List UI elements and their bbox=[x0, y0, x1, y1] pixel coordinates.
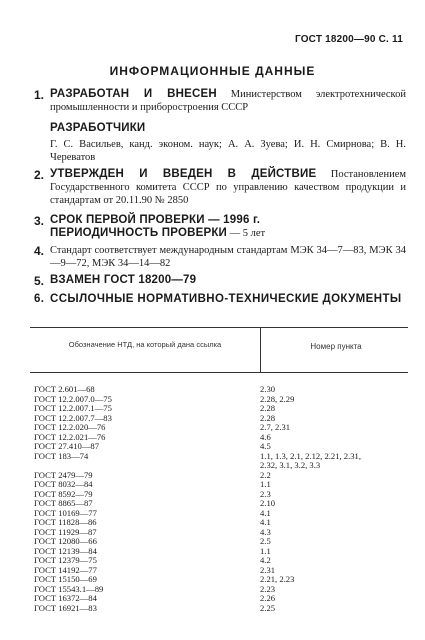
clause-numbers: 2.26 bbox=[260, 593, 276, 603]
section-text: Министерством электротехнической промышленности и приборостроения СССР bbox=[50, 89, 406, 113]
section-heading: ССЫЛОЧНЫЕ НОРМАТИВНО-ТЕХНИЧЕСКИЕ ДОКУМЕНТЫ bbox=[50, 293, 402, 305]
document-designation: ГОСТ 27.410—87 bbox=[34, 441, 100, 451]
document-designation: ГОСТ 14192—77 bbox=[34, 564, 97, 575]
table-row bbox=[30, 452, 408, 462]
document-designation: ГОСТ 16921—83 bbox=[34, 602, 97, 613]
column-header-clause: Номер пункта bbox=[310, 342, 362, 351]
section-2 bbox=[34, 168, 406, 207]
section-heading: ВЗАМЕН ГОСТ 18200—79 bbox=[50, 274, 197, 286]
clause-numbers: 2.23 bbox=[260, 583, 276, 594]
section-3 bbox=[34, 214, 406, 240]
developers-text: Г. С. Васильев, канд. эконом. наук; А. А. Зуева; И. Н. Смирнова; В. Н. Череватов bbox=[50, 139, 406, 163]
clause-numbers: 2.32, 3.1, 3.2, 3.3 bbox=[260, 460, 321, 470]
clause-numbers: 2.30 bbox=[260, 384, 276, 394]
clause-numbers: 2.25 bbox=[260, 602, 276, 613]
section-text: — 5 лет bbox=[227, 228, 266, 239]
section-6 bbox=[34, 292, 406, 306]
document-designation: ГОСТ 2.601—68 bbox=[34, 384, 95, 394]
document-designation: ГОСТ 15543.1—89 bbox=[34, 583, 104, 594]
clause-numbers: 2.28, 2.29 bbox=[260, 393, 295, 404]
table-header bbox=[30, 327, 408, 373]
document-designation: ГОСТ 11828—86 bbox=[34, 517, 97, 527]
table-body bbox=[30, 385, 408, 613]
clause-numbers: 2.28 bbox=[260, 412, 276, 423]
column-header-document: Обозначение НТД, на который дана ссылка bbox=[68, 340, 222, 349]
page-header: ГОСТ 18200—90 С. 11 bbox=[294, 34, 403, 45]
document-designation: ГОСТ 8032—84 bbox=[34, 479, 93, 489]
document-designation: ГОСТ 15150—69 bbox=[34, 574, 97, 584]
clause-numbers: 4.6 bbox=[260, 431, 271, 442]
document-designation: ГОСТ 12379—75 bbox=[34, 555, 97, 565]
document-designation: ГОСТ 12.2.007.0—75 bbox=[34, 393, 112, 404]
section-number: 4. bbox=[34, 244, 45, 258]
document-designation: ГОСТ 2479—79 bbox=[34, 469, 93, 480]
column-divider bbox=[260, 328, 261, 372]
section-4 bbox=[34, 244, 406, 270]
clause-numbers: 2.31 bbox=[260, 564, 276, 575]
document-designation: ГОСТ 183—74 bbox=[34, 450, 89, 461]
clause-numbers: 4.1 bbox=[260, 507, 271, 518]
section-heading-2: ПЕРИОДИЧНОСТЬ ПРОВЕРКИ bbox=[50, 227, 228, 239]
clause-numbers: 2.28 bbox=[260, 403, 276, 413]
section-5 bbox=[34, 274, 406, 287]
clause-numbers: 4.3 bbox=[260, 526, 271, 537]
section-number: 2. bbox=[34, 168, 45, 182]
section-heading: СРОК ПЕРВОЙ ПРОВЕРКИ — 1996 г. bbox=[50, 214, 261, 226]
document-designation: ГОСТ 12.2.021—76 bbox=[34, 431, 106, 442]
clause-numbers: 2.5 bbox=[260, 536, 271, 546]
document-designation: ГОСТ 8865—87 bbox=[34, 498, 93, 508]
section-text: Стандарт соответствует международным стандартам МЭК 34—7—83, МЭК 34—9—72, МЭК 34—14—82 bbox=[50, 245, 406, 269]
clause-numbers: 4.2 bbox=[260, 555, 271, 565]
clause-numbers: 2.21, 2.23 bbox=[260, 574, 295, 584]
table-row bbox=[30, 604, 408, 614]
clause-numbers: 1.1, 1.3, 2.1, 2.12, 2.21, 2.31, bbox=[260, 450, 361, 461]
document-designation: ГОСТ 10169—77 bbox=[34, 507, 97, 518]
clause-numbers: 4.5 bbox=[260, 441, 271, 451]
section-heading: УТВЕРЖДЕН И ВВЕДЕН В ДЕЙСТВИЕ bbox=[50, 168, 317, 180]
document-designation: ГОСТ 12080—66 bbox=[34, 536, 97, 546]
reference-table bbox=[30, 327, 408, 613]
document-designation: ГОСТ 8592—79 bbox=[34, 488, 93, 499]
document-designation: ГОСТ 12.2.007.1—75 bbox=[34, 403, 112, 413]
clause-numbers: 2.2 bbox=[260, 469, 271, 480]
clause-numbers: 1.1 bbox=[260, 479, 271, 489]
document-designation: ГОСТ 11929—87 bbox=[34, 526, 97, 537]
section-heading: РАЗРАБОТАН И ВНЕСЕН bbox=[50, 88, 217, 100]
section-number: 3. bbox=[34, 214, 45, 228]
clause-numbers: 4.1 bbox=[260, 517, 271, 527]
document-designation: ГОСТ 12.2.020—76 bbox=[34, 422, 106, 432]
section-number: 1. bbox=[34, 88, 45, 102]
section-text: Постановлением Государственного комитета СССР по управлению качеством продукции и стандартам от 20.11.90 № 2850 bbox=[50, 169, 407, 206]
clause-numbers: 2.10 bbox=[260, 498, 276, 508]
document-designation: ГОСТ 12139—84 bbox=[34, 545, 97, 556]
section-number: 6. bbox=[34, 293, 45, 305]
section-number: 5. bbox=[34, 274, 45, 288]
document-title: ИНФОРМАЦИОННЫЕ ДАННЫЕ bbox=[109, 64, 316, 78]
developers-heading: РАЗРАБОТЧИКИ bbox=[50, 122, 146, 134]
clause-numbers: 2.7, 2.31 bbox=[260, 422, 291, 432]
clause-numbers: 2.3 bbox=[260, 488, 271, 499]
clause-numbers: 1.1 bbox=[260, 545, 271, 556]
document-designation: ГОСТ 12.2.007.7—83 bbox=[34, 412, 112, 423]
document-designation: ГОСТ 16372—84 bbox=[34, 593, 97, 603]
section-1 bbox=[34, 88, 406, 114]
